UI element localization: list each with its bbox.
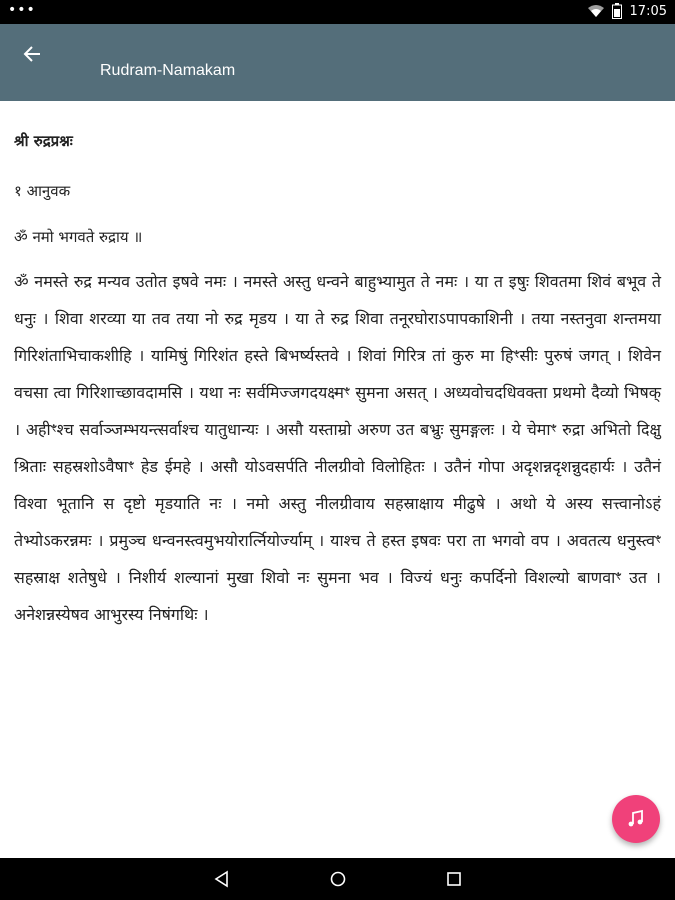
verse-text: ॐ नमस्ते रुद्र मन्यव उतोत इषवे नमः । नमस्ते अस्तु धन्वने बाहुभ्यामुत ते नमः । या त इषुः शिवतमा शिवं बभूव ते धनुः । शिवा शरव्या या तव तया नो रुद्र मृडय । या ते रुद्र शिवा तनूरघोराऽपापकाशिनी । तया नस्तनुवा शन्तमया गिरिशंताभिचाकशीहि । यामिषुं गिरिशंत हस्ते बिभर्ष्यस्तवे । शिवां गिरित्र तां कुरु मा हिꣳसीः पुरुषं जगत् । शिवेन वचसा त्वा गिरिशाच्छावदामसि । यथा नः सर्वमिज्जगदयक्ष्मꣳ सुमना असत् । अध्यवोचदधिवक्ता प्रथमो दैव्यो भिषक् । अहीꣳश्च सर्वाञ्जम्भयन्त्सर्वाश्च यातुधान्यः । असौ यस्ताम्रो अरुण उत बभ्रुः सुमङ्गलः । ये चेमाꣳ रुद्रा अभितो दिक्षु श्रिताः सहस्रशोऽवैषाꣳ हेड ईमहे । असौ योऽवसर्पति नीलग्रीवो विलोहितः । उतैनं गोपा अदृशन्नदृशन्नुदहार्यः । उतैनं विश्वा भूतानि स दृष्टो मृडयाति नः । नमो अस्तु नीलग्रीवाय सहस्राक्षाय मीढुषे । अथो ये अस्य सत्त्वानोऽहं तेभ्योऽकरन्नमः । प्रमुञ्च धन्वनस्त्वमुभयोरार्त्नियोर्ज्याम् । याश्च ते हस्त इषवः परा ता भगवो वप । अवतत्य धनुस्त्वꣳ सहस्राक्ष शतेषुधे । निशीर्य शल्यानां मुखा शिवो नः सुमना भव । विज्यं धनुः कपर्दिनो विशल्यो बाणवाꣳ उत । अनेशन्नस्येषव आभुरस्य निषंगथिः । xyxy=(14,272,661,624)
scripture-content[interactable] xyxy=(0,101,675,858)
nav-back-button[interactable] xyxy=(208,865,236,893)
status-time: 17:05 xyxy=(629,3,667,19)
nav-home-button[interactable] xyxy=(324,865,352,893)
circle-home-icon xyxy=(329,870,347,888)
battery-icon xyxy=(612,3,622,19)
notification-dots: ••• xyxy=(8,2,36,18)
app-title: Rudram-Namakam xyxy=(100,62,236,79)
square-recents-icon xyxy=(445,870,463,888)
nav-recents-button[interactable] xyxy=(440,865,468,893)
navigation-bar xyxy=(0,858,675,900)
back-button[interactable] xyxy=(16,38,48,70)
invocation-line: ॐ नमो भगवते रुद्राय ॥ xyxy=(14,228,143,246)
triangle-back-icon xyxy=(213,870,231,888)
music-note-icon xyxy=(626,809,646,829)
status-bar xyxy=(0,0,675,24)
arrow-left-icon xyxy=(23,45,41,63)
play-music-button[interactable] xyxy=(612,795,660,843)
anuvaka-label: १ आनुवक xyxy=(14,182,71,200)
app-bar xyxy=(0,24,675,101)
scripture-heading: श्री रुद्रप्रश्नः xyxy=(14,132,73,150)
wifi-icon xyxy=(588,4,604,18)
status-icons xyxy=(588,3,667,19)
